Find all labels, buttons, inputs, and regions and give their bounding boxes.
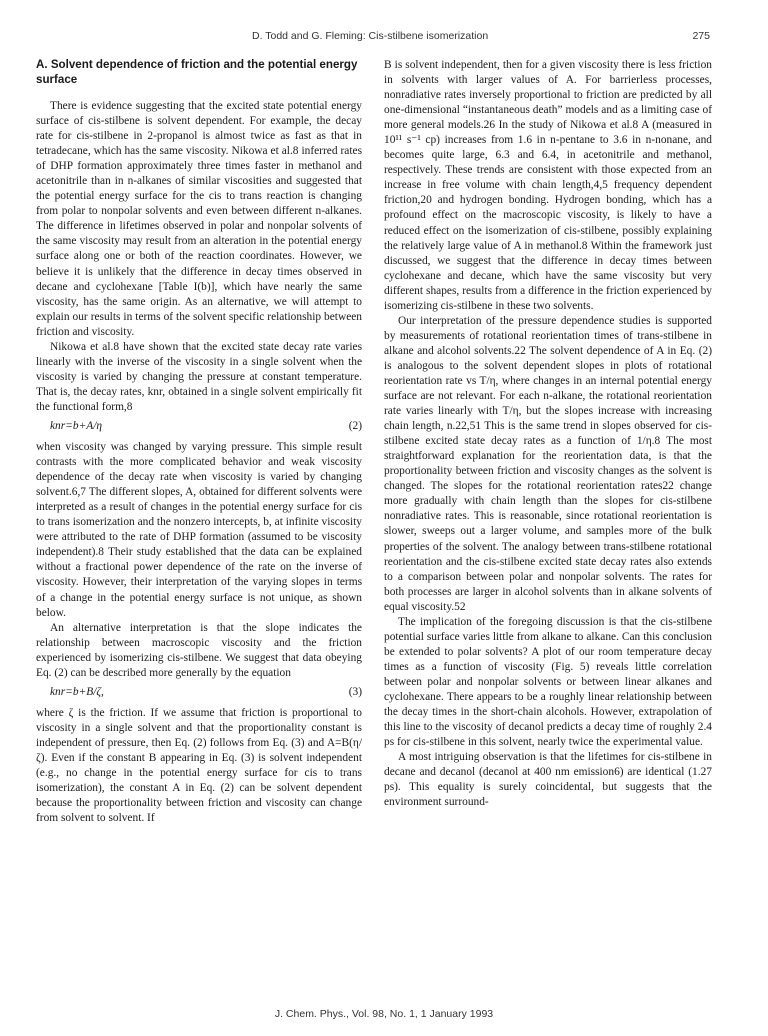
paragraph: where ζ is the friction. If we assume that friction is proportional to viscosity in a single solvent and that the proportionality constant is independent of pressure, then Eq. (2) follows from Eq. (3) and A=B(η/ζ). Even if the constant B appearing in Eq. (3) is solvent independent (e.g., no change in the potential energy surface for cis to trans isomerization), the constant A in Eq. (2) can be solvent dependent because the proportionality between friction and viscosity can change from solvent to solvent. If (36, 706, 362, 825)
paragraph: An alternative interpretation is that the slope indicates the relationship between macroscopic viscosity and the friction experienced by isomerizing cis-stilbene. We suggest that data obeying Eq. (2) can be described more generally by the equation (36, 621, 362, 679)
equation-body: knr=b+B/ζ, (50, 685, 104, 698)
running-head: D. Todd and G. Fleming: Cis-stilbene isomerization (252, 30, 489, 42)
equation-number: (3) (348, 685, 362, 698)
left-column (36, 58, 362, 826)
paragraph: A most intriguing observation is that the lifetimes for cis-stilbene in decane and decanol (decanol at 400 nm emission6) are identical (1.27 ps). This equality is surely coincidental, but suggests that the environment surround- (384, 751, 712, 809)
equation-body: knr=b+A/η (50, 419, 103, 432)
paragraph: The implication of the foregoing discussion is that the cis-stilbene potential surface varies little from alkane to alkane. Can this conclusion be extended to polar solvents? A plot of our room temperature decay times as a function of viscosity (Fig. 5) reveals little correlation between polar and nonpolar solvents or between linear alkanes and cyclohexane. There appears to be a roughly linear relationship between the decay times in the short-chain alcohols. However, extrapolation of this line to the viscosity of decanol predicts a decay time of roughly 2.4 ps for cis-stilbene in this solvent, nearly twice the experimental value. (384, 615, 712, 749)
equation-3 (36, 685, 362, 700)
equation-2 (36, 419, 362, 434)
paragraph: B is solvent independent, then for a given viscosity there is less friction in solvents with larger values of A. For barrierless processes, nonradiative rates inversely proportional to friction are predicted by all one-dimensional “instantaneous death” models and as a limiting case of more general models.26 In the study of Nikowa et al.8 A (measured in 10¹¹ s⁻¹ cp) increases from 1.6 in n-pentane to 3.6 in n-nonane, and becomes quite large, 6.3 and 6.4, in acetonitrile and methanol, respectively. These trends are consistent with those expected from an increase in free volume with chain length,4,5 frequency dependent friction,20 and hydrogen bonding. Hydrogen bonding, which has a profound effect on the macroscopic viscosity, is likely to have a reduced effect on the isomerization of cis-stilbene, possibly explaining the relatively large value of A in methanol.8 Within the framework just discussed, we suggest that the difference in decay times between cyclohexane and decane, which have the same viscosity but very different shapes, results from a difference in the friction experienced by isomerizing cis-stilbene in these two solvents. (384, 59, 712, 312)
paragraph: when viscosity was changed by varying pressure. This simple result contrasts with the more complicated behavior and weak viscosity dependence of the decay rate when viscosity is varied by changing solvent.6,7 The different slopes, A, obtained for different solvents were interpreted as a result of changes in the potential energy surface for cis to trans isomerization and the nonzero intercepts, b, at infinite viscosity were attributed to the rate of DHP formation (assumed to be viscosity independent).8 Their study established that the data can be explained without a fractional power dependence of the rate on the inverse of viscosity. However, their interpretation of the varying slopes in terms of a change in the potential energy surface is not unique, as shown below. (36, 441, 362, 619)
paragraph: Nikowa et al.8 have shown that the excited state decay rate varies linearly with the inverse of the viscosity in a single solvent when the viscosity is varied by changing the pressure at constant temperature. That is, the decay rates, knr, obtained in a single solvent empirically fit the functional form,8 (36, 340, 362, 413)
page-number: 275 (692, 30, 710, 42)
section-heading: A. Solvent dependence of friction and the potential energy surface (36, 58, 358, 86)
right-column (384, 58, 712, 810)
paragraph: There is evidence suggesting that the excited state potential energy surface of cis-stilbene is solvent dependent. For example, the decay rate for cis-stilbene in 2-propanol is almost twice as fast as that in tetradecane, which has the same viscosity. Nikowa et al.8 inferred rates of DHP formation approximately three times faster in methanol and acetonitrile than in n-alkanes of similar viscosities and suggested that the potential energy surface for the cis to trans reaction is changing from polar to nonpolar solvents and even between different n-alkanes. The difference in lifetimes observed in polar and nonpolar solvents of the same viscosity may result from an alteration in the potential energy surface along one or both of the reaction coordinates. However, we believe it is unlikely that the difference in decay times observed in decane and cyclohexane [Table I(b)], which have nearly the same viscosity, has the same origin. As an alternative, we will attempt to explain our results in terms of the solvent specific relationship between friction and viscosity. (36, 100, 362, 338)
equation-number: (2) (348, 419, 362, 432)
journal-citation-footer: J. Chem. Phys., Vol. 98, No. 1, 1 January 1993 (274, 1008, 494, 1020)
paragraph: Our interpretation of the pressure dependence studies is supported by measurements of rotational reorientation times of trans-stilbene in alkane and alcohol solvents.22 The solvent dependence of A in Eq. (2) is analogous to the solvent dependent slopes in plots of rotational reorientation rate vs T/η, where changes in an internal potential energy surface are not relevant. For each n-alkane, the rotational reorientation rate varies linearly with T/η, but the slopes increase with increasing chain length, n.22,51 This is the same trend in slopes observed for cis-stilbene excited state decay rates as a function of 1/η.8 The most straightforward explanation for the reorientation data, is that the proportionality between friction and viscosity changes as the solvent is changed. The slopes for the rotational reorientation rates22 change more gradually with chain length than the slopes for cis-stilbene nonradiative rates. This is reasonable, since rotational reorientation is slower, sweeps out a larger volume, and samples more of the bulk properties of the solvent. The analogy between trans-stilbene rotational reorientation and the cis-stilbene excited state decay rates also extends to a comparison between polar and nonpolar solvents. The rates for both processes are larger in alcohol solvents than in alkane solvents of equal viscosity.52 (384, 314, 712, 613)
